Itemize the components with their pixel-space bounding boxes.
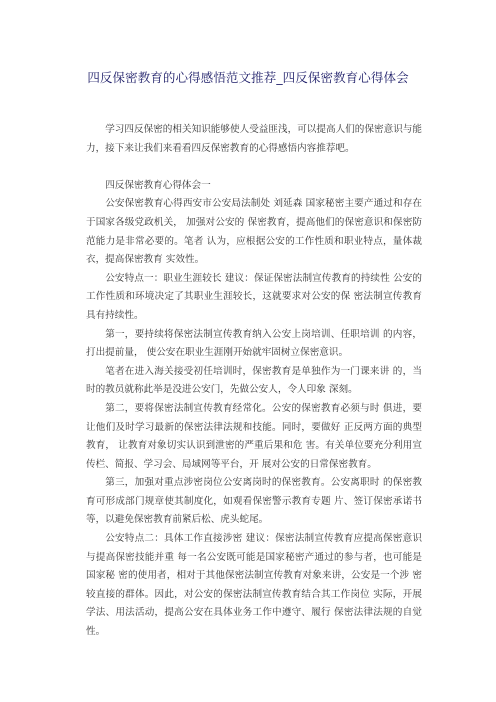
body-paragraph: 公安特点一：职业生涯较长 建议：保证保密法制宣传教育的持续性 公安的工作性质和环境决定了其职业生涯较长，这就要求对公安的保 密法制宣传教育具有持续性。: [86, 272, 422, 321]
body-paragraph: 第三，加强对重点涉密岗位公安离岗时的保密教育。公安离职时 的保密教育可形成部门规章使其制度化，如观看保密警示教育专题 片、签订保密承诺书等，以避免保密教育前紧后松、虎头蛇尾。: [86, 477, 422, 526]
body-paragraph: 公安保密教育心得西安市公安局法制处 刘延森 国家秘密主要产通过和存在于国家各级党政机关， 加强对公安的 保密教育，提高他们的保密意识和保密防范能力是非常必要的。笔者 认为，应根据公安的工作性质和职业特点，量体裁衣，提高保密教育 实效性。: [86, 198, 422, 266]
body-paragraph: 第一，要持续将保密法制宣传教育纳入公安上岗培训、任职培训 的内容，打出提前量， 使公安在职业生涯刚开始就牢固树立保密意识。: [86, 328, 422, 359]
body-paragraph: 第二，要将保密法制宣传教育经常化。公安的保密教育必须与时 俱进，要让他们及时学习最新的保密法律法规和技能。同时，要做好 正反两方面的典型教育， 让教育对象切实认识到泄密的严重后果和危 害。有关单位要充分利用宣传栏、简报、学习会、局域网等平台，开 展对公安的日常保密教育。: [86, 402, 422, 470]
body-paragraph: 笔者在进入海关接受初任培训时，保密教育是单独作为一门课来讲 的，当时的教员就称此举是没进公安门，先做公安人，令人印象 深刻。: [86, 365, 422, 396]
document-body: [86, 121, 422, 642]
section-heading: 四反保密教育心得体会一: [105, 179, 211, 191]
document-title: 四反保密教育的心得感悟范文推荐_四反保密教育心得体会: [87, 70, 409, 85]
paragraph-spacer: [86, 158, 422, 177]
intro-paragraph: 学习四反保密的相关知识能够使人受益匪浅，可以提高人们的保密意识与能力，接下来让我们来看看四反保密教育的心得感悟内容推荐吧。: [86, 124, 422, 154]
body-paragraph: 公安特点二：具体工作直接涉密 建议：保密法制宣传教育应提高保密意识与提高保密技能并重 每一名公安既可能是国家秘密产通过的参与者，也可能是国家秘 密的使用者，相对于其他保密法制宣传教育对象来讲，公安是一个涉 密较直接的群体。因此，对公安的保密法制宣传教育结合其工作岗位 实际，开展学法、用法活动，提高公安在具体业务工作中遵守、履行 保密法律法规的自觉性。: [86, 533, 422, 638]
